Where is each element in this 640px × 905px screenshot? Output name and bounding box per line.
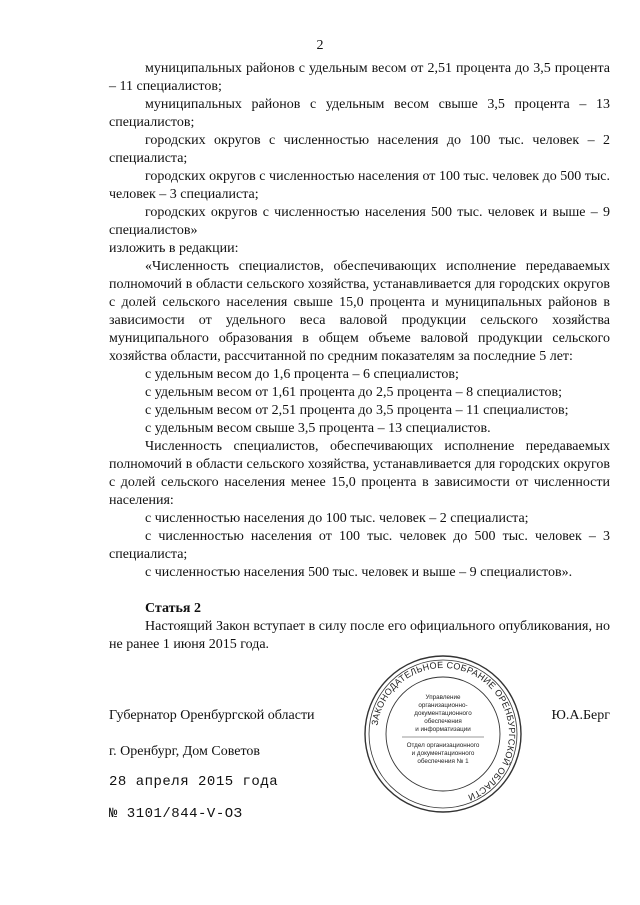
page-number: 2: [316, 38, 324, 53]
paragraph-1: муниципальных районов с удельным весом от 2,51 процента до 3,5 процента – 11 специалистов;: [109, 61, 610, 94]
stamp-line: документационного: [414, 710, 472, 717]
paragraph-3: городских округов с численностью населения до 100 тыс. человек – 2 специалиста;: [109, 133, 610, 166]
stamp-line: и документационного: [411, 750, 475, 757]
place-of-signing: г. Оренбург, Дом Советов: [109, 744, 260, 759]
stamp-line: и информатизации: [415, 726, 471, 733]
paragraph-15: с численностью населения 500 тыс. человек и выше – 9 специалистов».: [145, 565, 573, 580]
paragraph-9: с удельным весом от 1,61 процента до 2,5 процента – 8 специалистов;: [145, 385, 563, 400]
paragraph-6: изложить в редакции:: [109, 241, 239, 256]
article-text: Настоящий Закон вступает в силу после его официального опубликования, но не ранее 1 июня 2015 года.: [109, 619, 610, 652]
signing-date: 28 апреля 2015 года: [109, 774, 279, 790]
paragraph-10: с удельным весом от 2,51 процента до 3,5 процента – 11 специалистов;: [145, 403, 569, 418]
governor-name: Ю.А.Берг: [551, 708, 610, 723]
paragraph-4: городских округов с численностью населения от 100 тыс. человек до 500 тыс. человек – 3 специалиста;: [109, 169, 610, 202]
paragraph-13: с численностью населения до 100 тыс. человек – 2 специалиста;: [145, 511, 529, 526]
stamp-line: Отдел организационного: [406, 742, 480, 749]
paragraph-11: с удельным весом свыше 3,5 процента – 13 специалистов.: [145, 421, 491, 436]
official-stamp: [362, 653, 524, 815]
paragraph-5: городских округов с численностью населения 500 тыс. человек и выше – 9 специалистов»: [109, 205, 610, 238]
article-title: Статья 2: [145, 601, 201, 616]
stamp-outer-text: ЗАКОНОДАТЕЛЬНОЕ СОБРАНИЕ ОРЕНБУРГСКОЙ ОБЛАСТИ: [369, 659, 518, 803]
stamp-line: Управление: [425, 694, 461, 701]
paragraph-2: муниципальных районов с удельным весом свыше 3,5 процента – 13 специалистов;: [109, 97, 610, 130]
paragraph-12: Численность специалистов, обеспечивающих исполнение передаваемых полномочий в области сельского хозяйства, устанавливается для городских округов с долей сельского населения менее 15,0 процента в зависимости от численности населения:: [109, 439, 610, 508]
paragraph-7: «Численность специалистов, обеспечивающих исполнение передаваемых полномочий в области сельского хозяйства, устанавливается для городских округов с долей сельского населения свыше 15,0 процента и муниципальных районов в зависимости от удельного веса валовой продукции сельского хозяйства муниципального образования в общем объеме валовой продукции сельского хозяйства области, рассчитанной по средним показателям за последние 5 лет:: [109, 259, 610, 364]
document-body: [109, 60, 610, 654]
paragraph-8: с удельным весом до 1,6 процента – 6 специалистов;: [145, 367, 459, 382]
stamp-line: обеспечения: [424, 718, 462, 725]
law-number: № 3101/844-V-ОЗ: [109, 806, 243, 822]
stamp-line: обеспечения № 1: [417, 758, 469, 765]
stamp-line: организационно-: [418, 702, 468, 709]
governor-position: Губернатор Оренбургской области: [109, 708, 315, 723]
paragraph-14: с численностью населения от 100 тыс. человек до 500 тыс. человек – 3 специалиста;: [109, 529, 610, 562]
